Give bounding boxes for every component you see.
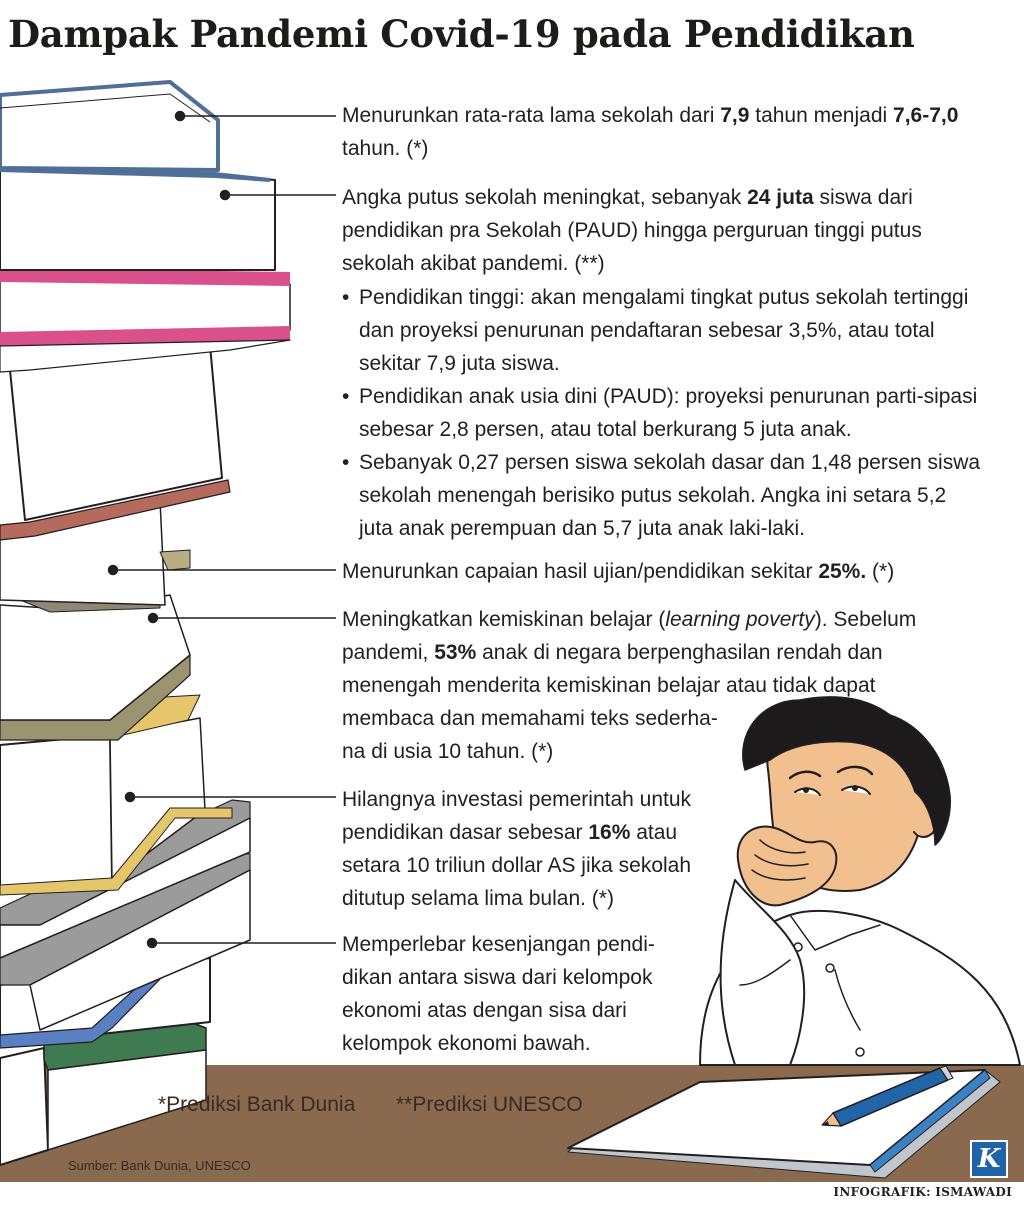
point-1-text-1: Menurunkan rata-rata lama sekolah dari [342,104,721,127]
point-4-text-1: Meningkatkan kemiskinan belajar ( [342,608,666,631]
boy-sleeve [721,880,805,1065]
point-1-text-2: tahun menjadi [749,104,894,127]
point-2-text-2: siswa dari pendidikan pra Sekolah (PAUD) hingga perguruan tinggi putus sekolah akibat pandemi. (**) [342,186,922,275]
point-4-italic-1: learning poverty [665,608,815,631]
book-blue-top [0,82,218,170]
point-exam-results [342,555,982,588]
point-4-text-2: ). Sebelum pandemi, [342,608,917,664]
point-2-bold-1: 24 juta [747,186,814,209]
book-white-2 [0,170,275,270]
point-4-bold-1: 53% [434,641,477,664]
book-white-mid [0,735,112,890]
point-education-gap [342,928,687,1060]
note-world-bank: *Prediksi Bank Dunia [158,1093,356,1116]
bullet-higher-education: • Pendidikan tinggi: akan mengalami tingkat putus sekolah tertinggi dan proyeksi penurunan pendaftaran sebesar 3,5%, atau total sekitar 7,9 juta siswa. [342,281,982,380]
point-3-text-1: Menurunkan capaian hasil ujian/pendidikan sekitar [342,560,819,583]
point-avg-schooling [342,99,962,165]
point-4-text-3: anak di negara berpenghasilan rendah dan menengah menderita kemiskinan belajar atau tidak dapat membaca dan memahami teks sederha- [342,641,883,730]
shirt-button-3 [826,964,834,972]
point-1-bold-2: 7,6-7,0 [893,104,959,127]
page-title: Dampak Pandemi Covid-19 pada Pendidikan [8,12,915,56]
point-5-text-1: Hilangnya investasi pemerintah untuk pendidikan dasar sebesar [342,788,692,844]
kompas-logo: K [970,1140,1008,1178]
point-3-bold-1: 25%. [818,560,867,583]
point-learning-poverty-end [342,735,762,768]
bullet-early-childhood: • Pendidikan anak usia dini (PAUD): proyeksi penurunan parti-sipasi sebesar 2,8 persen, atau total berkurang 5 juta anak. [342,380,982,446]
point-4-text-4: na di usia 10 tahun. (*) [342,740,554,763]
point-1-text-3: tahun. (*) [342,137,429,160]
book-pink-face [0,280,290,335]
point-learning-poverty [342,603,972,735]
point-3-text-2: (*) [866,560,895,583]
point-2-text-1: Angka putus sekolah meningkat, sebanyak [342,186,748,209]
point-1-bold-1: 7,9 [720,104,750,127]
infographic-credit: INFOGRAFIK: ISMAWADI [833,1185,1012,1199]
point-5-bold-1: 16% [588,821,631,844]
dropout-bullets [342,281,982,545]
book-green [0,1048,48,1165]
note-unesco: **Prediksi UNESCO [396,1093,583,1116]
point-5-text-2: atau setara 10 triliun dollar AS jika sekolah ditutup selama lima bulan. (*) [342,821,692,910]
source-line: Sumber: Bank Dunia, UNESCO [68,1158,251,1173]
point-6-text-1: Memperlebar kesenjangan pendi-dikan antara siswa dari kelompok ekonomi atas dengan sisa dari kelompok ekonomi bawah. [342,933,655,1055]
point-investment-loss [342,783,727,915]
book-khaki-tab [160,550,190,570]
book-stack [0,82,290,1165]
bullet-primary-secondary: • Sebanyak 0,27 persen siswa sekolah dasar dan 1,48 persen siswa sekolah menengah berisiko putus sekolah. Angka ini setara 5,2 juta anak perempuan dan 5,7 juta anak laki-laki. [342,446,982,545]
point-dropout [342,181,970,280]
shirt-button-2 [856,1048,864,1056]
